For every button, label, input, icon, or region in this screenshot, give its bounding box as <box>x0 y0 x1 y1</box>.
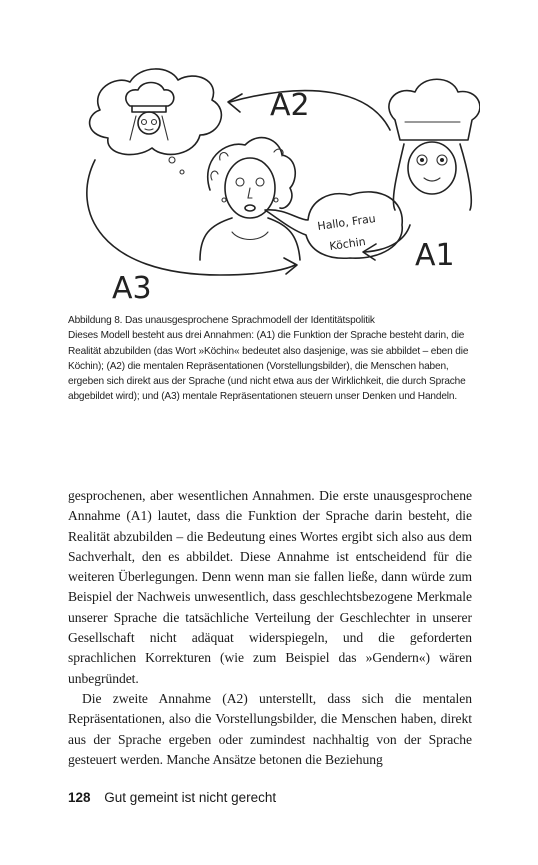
arrow-a2 <box>228 88 390 130</box>
label-a2: A2 <box>270 88 310 123</box>
caption-body: Dieses Modell besteht aus drei Annahmen: (A1) die Funktion der Sprache besteht darin, die Realität abzubilden (das Wort »Köchin« bedeutet also dasjenige, was sie abbildet – eben die Köchin); (A2) die mentalen Repräsentationen (Vorstellungsbilder), die Menschen haben, ergeben sich direkt aus der Sprache (und nicht etwa aus der Wirklichkeit, die durch Sprache abgebildet wird); und (A3) mentale Repräsentationen steuern unser Denken und Handeln. <box>68 330 469 403</box>
label-a1: A1 <box>415 238 455 273</box>
page-number: 128 <box>68 790 91 805</box>
caption-title: Abbildung 8. Das unausgesprochene Sprachmodell der Identitätspolitik <box>68 315 375 326</box>
figure-illustration <box>60 60 480 310</box>
chef-woman-drawing <box>389 79 480 210</box>
speech-text-line2: Köchin <box>328 235 367 253</box>
figure-caption <box>68 313 472 405</box>
speech-text-line1: Hallo, Frau <box>316 211 377 233</box>
label-a3: A3 <box>112 271 152 306</box>
speaker-woman-drawing <box>200 138 300 260</box>
small-chef-icon <box>126 83 174 141</box>
running-title: Gut gemeint ist nicht gerecht <box>104 790 277 805</box>
thought-cloud <box>90 69 222 174</box>
paragraph: gesprochenen, aber wesentlichen Annahmen. Die erste unausgesprochene Annahme (A1) lautet, dass die Funktion der Sprache darin besteht, die Realität abzubilden – die Bedeutung eines Wortes ergibt sich also aus dem Sachverhalt, den es abbildet. Diese Annahme ist entscheidend für die weiteren Überlegungen. Denn wenn man sie fallen ließe, dann würde zum Beispiel der Nachweis unwesentlich, dass geschlechtsbezogene Merkmale unserer Sprache die tatsächliche Verteilung der Geschlechter in unserer Gesellschaft nicht adäquat widerspiegeln, und die geforderten sprachlichen Korrekturen (wie zum Beispiel das »Gendern«) wären unbegründet. <box>68 488 472 686</box>
identity-language-model-sketch <box>60 60 480 310</box>
main-text <box>68 486 472 770</box>
paragraph: Die zweite Annahme (A2) unterstellt, dass sich die mentalen Repräsentationen, also die Vorstellungsbilder, die Menschen haben, direkt aus der Sprache ergeben oder zumindest nachhaltig von der Sprache gesteuert werden. Manche Ansätze betonen die Beziehung <box>68 690 472 767</box>
arrow-a3 <box>87 160 297 306</box>
speech-bubble <box>265 192 402 258</box>
arrow-a1 <box>363 225 455 273</box>
page-footer <box>68 790 472 805</box>
